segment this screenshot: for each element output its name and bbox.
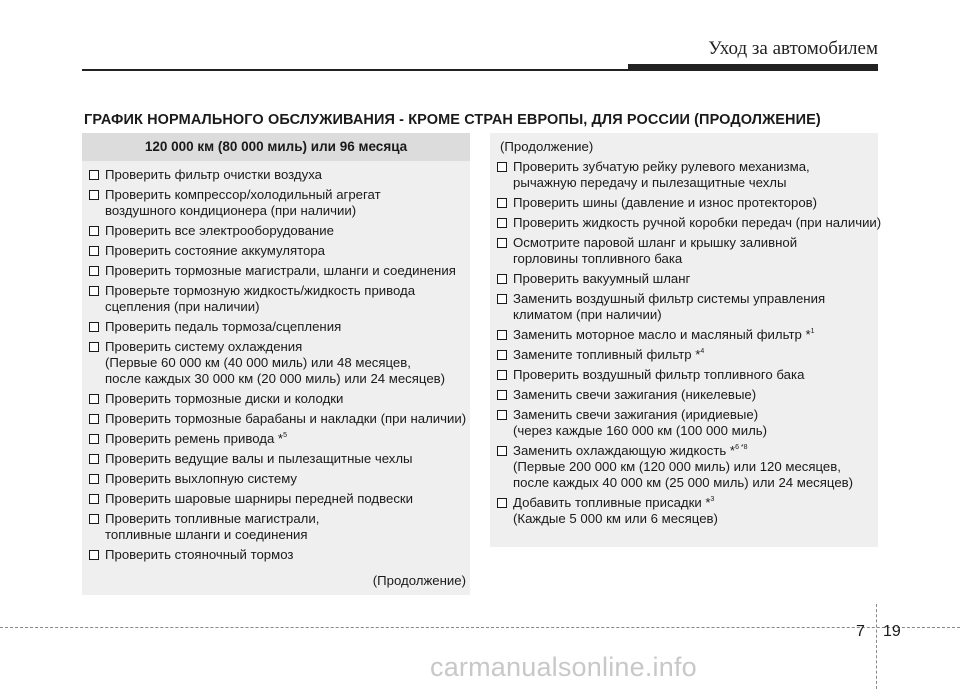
bottom-rule: [0, 627, 960, 628]
checkbox-icon: [497, 162, 507, 172]
item-line: [513, 327, 872, 343]
item-line: [513, 347, 872, 363]
checkbox-icon: [89, 170, 99, 180]
checkbox-icon: [497, 446, 507, 456]
item-text: [513, 443, 872, 491]
checkbox-icon: [89, 226, 99, 236]
item-line: после каждых 40 000 км (25 000 миль) или 24 месяцев): [513, 475, 854, 490]
checkbox-icon: [497, 370, 507, 380]
item-text: [513, 195, 872, 211]
item-line: сцепления (при наличии): [105, 299, 260, 314]
checklist-item: [496, 493, 872, 529]
item-text: [105, 431, 464, 447]
checkbox-icon: [497, 410, 507, 420]
item-text: [513, 495, 872, 527]
checkbox-icon: [497, 238, 507, 248]
chapter-number: 7: [856, 623, 865, 640]
checklist-item: [88, 165, 464, 185]
checklist-item: [88, 389, 464, 409]
item-line: (через каждые 160 000 км (100 000 миль): [513, 423, 768, 438]
item-line: Проверить шаровые шарниры передней подвески: [105, 491, 414, 506]
item-line: Проверить воздушный фильтр топливного бака: [513, 367, 805, 382]
checklist-item: [88, 261, 464, 281]
checklist-item: [496, 385, 872, 405]
item-line: Проверить состояние аккумулятора: [105, 243, 326, 258]
item-text: [105, 187, 464, 219]
item-line: рычажную передачу и пылезащитные чехлы: [513, 175, 787, 190]
item-text: [513, 271, 872, 287]
item-line: Проверить систему охлаждения: [105, 339, 303, 354]
item-text: [513, 387, 872, 403]
item-text: [105, 511, 464, 543]
item-text: [105, 339, 464, 387]
checklist-item: [88, 469, 464, 489]
checkbox-icon: [497, 218, 507, 228]
checklist-item: [88, 429, 464, 449]
item-line: воздушного кондиционера (при наличии): [105, 203, 357, 218]
item-line: после каждых 30 000 км (20 000 миль) или 24 месяцев): [105, 371, 446, 386]
checklist-item: [496, 365, 872, 385]
item-line: Проверить ведущие валы и пылезащитные чехлы: [105, 451, 413, 466]
checklist-item: [496, 213, 882, 233]
header-rule: [82, 69, 628, 71]
continued-note: (Продолжение): [372, 573, 466, 588]
item-line: Заменить свечи зажигания (иридиевые): [513, 407, 759, 422]
schedule-panel-left: [82, 133, 470, 595]
checklist-item: [496, 345, 872, 365]
item-line-text: Заменить охлаждающую жидкость *: [513, 443, 736, 458]
section-title: ГРАФИК НОРМАЛЬНОГО ОБСЛУЖИВАНИЯ - КРОМЕ СТРАН ЕВРОПЫ, ДЛЯ РОССИИ (ПРОДОЛЖЕНИЕ): [84, 112, 821, 128]
item-text: [105, 391, 464, 407]
item-text: [513, 367, 872, 383]
checkbox-icon: [89, 246, 99, 256]
item-line: Проверить фильтр очистки воздуха: [105, 167, 322, 182]
checkbox-icon: [89, 190, 99, 200]
checkbox-icon: [497, 350, 507, 360]
checkbox-icon: [89, 342, 99, 352]
item-line: (Первые 60 000 км (40 000 миль) или 48 месяцев,: [105, 355, 411, 370]
schedule-panel-right: [490, 133, 882, 547]
item-line: Проверить тормозные магистрали, шланги и соединения: [105, 263, 456, 278]
checklist-item: [88, 317, 464, 337]
item-line-text: Замените топливный фильтр *: [513, 347, 701, 362]
item-line: Заменить свечи зажигания (никелевые): [513, 387, 757, 402]
item-line: Проверить компрессор/холодильный агрегат: [105, 187, 381, 202]
item-line: Осмотрите паровой шланг и крышку заливной: [513, 235, 798, 250]
checklist-item: [496, 405, 872, 441]
watermark: carmanualsonline.info: [430, 652, 697, 682]
checkbox-icon: [89, 550, 99, 560]
item-text: [105, 283, 464, 315]
checklist-item: [88, 337, 464, 389]
item-text: [105, 167, 464, 183]
checklist-item: [88, 281, 464, 317]
checkbox-icon: [89, 286, 99, 296]
item-text: [105, 223, 464, 239]
checklist-left: [82, 161, 470, 565]
item-line: Проверить все электрооборудование: [105, 223, 334, 238]
checklist-item: [88, 545, 464, 565]
footnote-marker: 6 *8: [735, 444, 748, 451]
item-text: [513, 215, 881, 231]
item-line: [513, 495, 872, 511]
checklist-item: [496, 441, 872, 493]
panel-header: 120 000 км (80 000 миль) или 96 месяца: [82, 133, 470, 161]
item-line: Проверить шины (давление и износ протекторов): [513, 195, 818, 210]
checkbox-icon: [497, 198, 507, 208]
item-line: Заменить воздушный фильтр системы управления: [513, 291, 826, 306]
item-text: [105, 471, 464, 487]
checklist-item: [496, 269, 872, 289]
item-line: Проверить выхлопную систему: [105, 471, 298, 486]
checklist-item: [88, 509, 464, 545]
checklist-item: [496, 325, 872, 345]
item-text: [105, 411, 466, 427]
checkbox-icon: [89, 514, 99, 524]
item-text: [513, 159, 872, 191]
checklist-item: [496, 193, 872, 213]
checkbox-icon: [89, 322, 99, 332]
item-text: [105, 451, 464, 467]
footnote-marker: 4: [700, 348, 705, 355]
item-line: Проверить зубчатую рейку рулевого механизма,: [513, 159, 810, 174]
item-line: [105, 431, 464, 447]
item-line: Проверить стояночный тормоз: [105, 547, 294, 562]
item-text: [513, 291, 872, 323]
checklist-right: [490, 133, 882, 529]
checklist-item: [496, 289, 872, 325]
checkbox-icon: [89, 454, 99, 464]
checkbox-icon: [89, 474, 99, 484]
checkbox-icon: [497, 294, 507, 304]
page-number: 19: [883, 623, 901, 640]
item-text: [105, 491, 464, 507]
item-line-text: Добавить топливные присадки *: [513, 495, 711, 510]
checklist-item: [88, 409, 467, 429]
item-line: Проверить педаль тормоза/сцепления: [105, 319, 342, 334]
item-line: топливные шланги и соединения: [105, 527, 308, 542]
item-line-text: Проверить ремень привода *: [105, 431, 284, 446]
item-text: [513, 235, 872, 267]
item-line: Проверить тормозные барабаны и накладки (при наличии): [105, 411, 467, 426]
footnote-marker: 1: [810, 328, 815, 335]
checkbox-icon: [497, 274, 507, 284]
item-line: горловины топливного бака: [513, 251, 683, 266]
item-line: Проверить топливные магистрали,: [105, 511, 320, 526]
item-text: [105, 263, 464, 279]
item-text: [105, 547, 464, 563]
page-header-title: Уход за автомобилем: [708, 38, 878, 59]
item-text: [513, 327, 872, 343]
checklist-item: [496, 157, 872, 193]
checklist-item: [88, 241, 464, 261]
item-line: Проверьте тормозную жидкость/жидкость привода: [105, 283, 416, 298]
checklist-item: [88, 185, 464, 221]
item-line: (Каждые 5 000 км или 6 месяцев): [513, 511, 718, 526]
item-text: [105, 319, 464, 335]
page-divider: [876, 604, 877, 689]
continued-note: (Продолжение): [500, 139, 594, 154]
footnote-marker: 3: [710, 496, 715, 503]
item-line: климатом (при наличии): [513, 307, 662, 322]
item-text: [513, 347, 872, 363]
checklist-item: [88, 221, 464, 241]
checklist-item: [88, 449, 464, 469]
item-text: [105, 243, 464, 259]
checkbox-icon: [89, 394, 99, 404]
checkbox-icon: [89, 414, 99, 424]
checkbox-icon: [497, 498, 507, 508]
header-bar: [628, 64, 878, 71]
item-text: [513, 407, 872, 439]
item-line: Проверить вакуумный шланг: [513, 271, 691, 286]
item-line: Проверить тормозные диски и колодки: [105, 391, 344, 406]
checkbox-icon: [497, 390, 507, 400]
checklist-item: [496, 233, 872, 269]
checkbox-icon: [89, 434, 99, 444]
checklist-item: [88, 489, 464, 509]
item-line-text: Заменить моторное масло и масляный фильтр *: [513, 327, 811, 342]
item-line: Проверить жидкость ручной коробки передач (при наличии): [513, 215, 882, 230]
checkbox-icon: [497, 330, 507, 340]
footnote-marker: 5: [283, 432, 287, 439]
checkbox-icon: [89, 494, 99, 504]
item-line: (Первые 200 000 км (120 000 миль) или 120 месяцев,: [513, 459, 841, 474]
item-line: [513, 443, 872, 459]
checkbox-icon: [89, 266, 99, 276]
